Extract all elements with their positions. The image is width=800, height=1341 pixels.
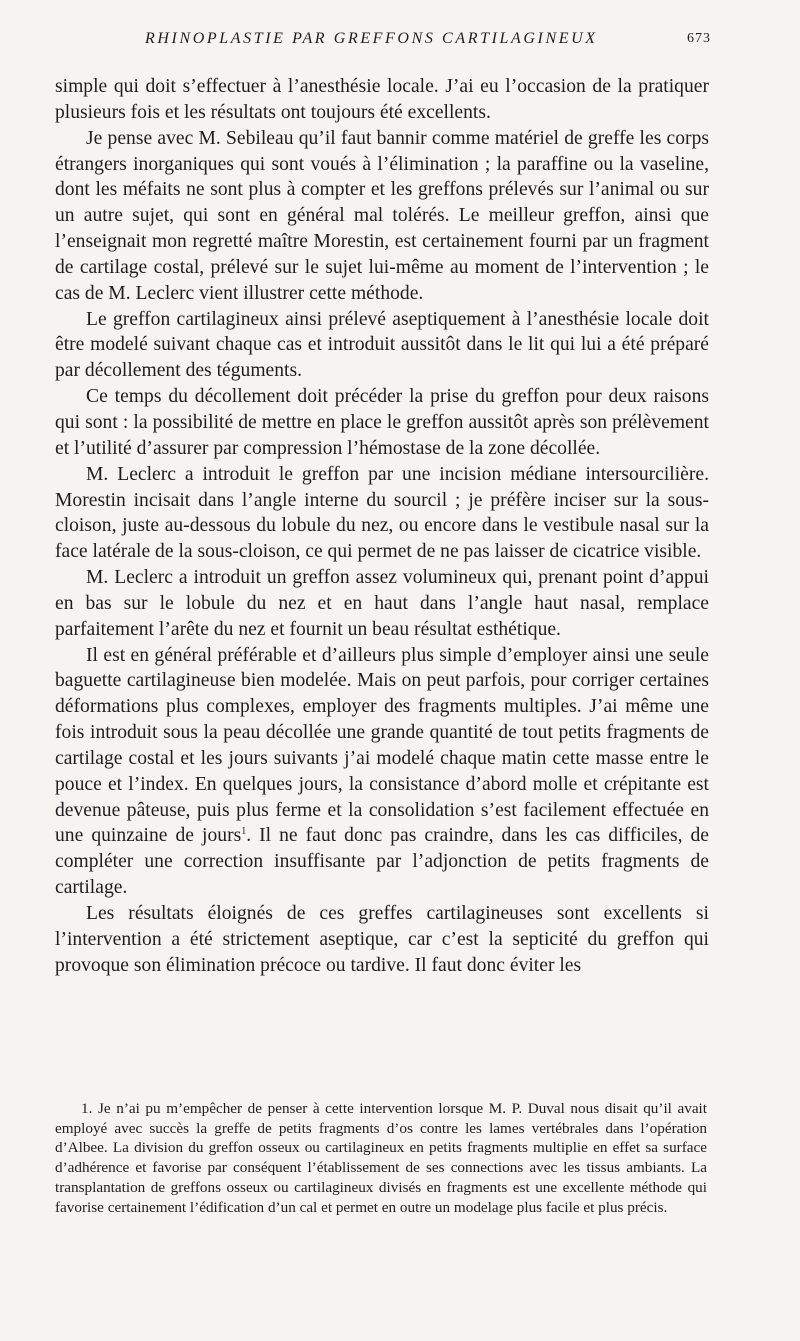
footnote-text: Je n’ai pu m’empêcher de penser à cette intervention lorsque M. P. Duval nous disait qu’il avait employé avec succès la greffe de petits fragments d’os contre les lames vertébrales dans l’opération d’Albee. La division du greffon osseux ou cartilagineux en petits fragments multiplie en effet sa surface d’adhérence et favorise par conséquent l’établissement de ses connections avec les tissus ambiants. La transplantation de greffons osseux ou cartilagineux divisés en fragments est une excellente méthode qui favorise certainement l’édification d’un cal et permet en outre un modelage plus facile et plus précis. [55,1100,707,1216]
paragraph-with-footnote [55,643,709,901]
running-header [55,30,711,54]
paragraph: Les résultats éloignés de ces greffes cartilagineuses sont excellents si l’intervention a été strictement aseptique, car c’est la septicité du greffon qui provoque son élimination précoce ou tardive. Il faut donc éviter les [55,903,709,976]
running-title: RHINOPLASTIE PAR GREFFONS CARTILAGINEUX [145,30,598,47]
paragraph: M. Leclerc a introduit le greffon par une incision médiane intersourcilière. Morestin incisait dans l’angle interne du sourcil ; je préfère inciser sur la sous-cloison, juste au-dessous du lobule du nez, ou encore dans le vestibule nasal sur la face latérale de la sous-cloison, ce qui permet de ne pas laisser de cicatrice visible. [55,463,709,563]
paragraph-text-tail: . Il ne faut donc pas craindre, dans les cas difficiles, de compléter une correction insuffisante par l’adjonction de petits fragments de cartilage. [55,825,709,899]
body-text [55,74,709,979]
paragraph-text: Il est en général préférable et d’ailleurs plus simple d’employer ainsi une seule baguette cartilagineuse bien modelée. Mais on peut parfois, pour corriger certaines déformations plus complexes, employer des fragments multiples. J’ai même une fois introduit sous la peau décollée une grande quantité de tout petits fragments de cartilage costal et les jours suivants j’ai modelé chaque matin cette masse entre le pouce et l’index. En quelques jours, la consistance d’abord molle et crépitante est devenue pâteuse, puis plus ferme et la consolidation s’est facilement effectuée en une quinzaine de jours [55,644,709,847]
footnote-number: 1. [81,1100,93,1117]
footnote-reference: 1 [241,826,247,838]
paragraph: simple qui doit s’effectuer à l’anesthésie locale. J’ai eu l’occasion de la pratiquer plusieurs fois et les résultats ont toujours été excellents. [55,76,709,123]
footnotes [55,1099,707,1217]
paragraph: Je pense avec M. Sebileau qu’il faut bannir comme matériel de greffe les corps étrangers inorganiques qui sont voués à l’élimination ; la paraffine ou la vaseline, dont les méfaits ne sont plus à compter et les greffons prélevés sur l’animal ou sur un autre sujet, qui sont en général mal tolérés. Le meilleur greffon, ainsi que l’enseignait mon regretté maître Morestin, est certainement fourni par un fragment de cartilage costal, prélevé sur le sujet lui-même au moment de l’intervention ; le cas de M. Leclerc vient illustrer cette méthode. [55,127,709,304]
page-number: 673 [687,31,711,46]
footnote [55,1099,707,1217]
paragraph: Ce temps du décollement doit précéder la prise du greffon pour deux raisons qui sont : la possibilité de mettre en place le greffon aussitôt après son prélèvement et l’utilité d’assurer par compression l’hémostase de la zone décollée. [55,386,709,459]
paragraph: M. Leclerc a introduit un greffon assez volumineux qui, prenant point d’appui en bas sur le lobule du nez et en haut dans l’angle haut nasal, remplace parfaitement l’arête du nez et fournit un beau résultat esthétique. [55,567,709,640]
paragraph: Le greffon cartilagineux ainsi prélevé aseptiquement à l’anesthésie locale doit être modelé suivant chaque cas et introduit aussitôt dans le lit qui lui a été préparé par décollement des téguments. [55,308,709,382]
